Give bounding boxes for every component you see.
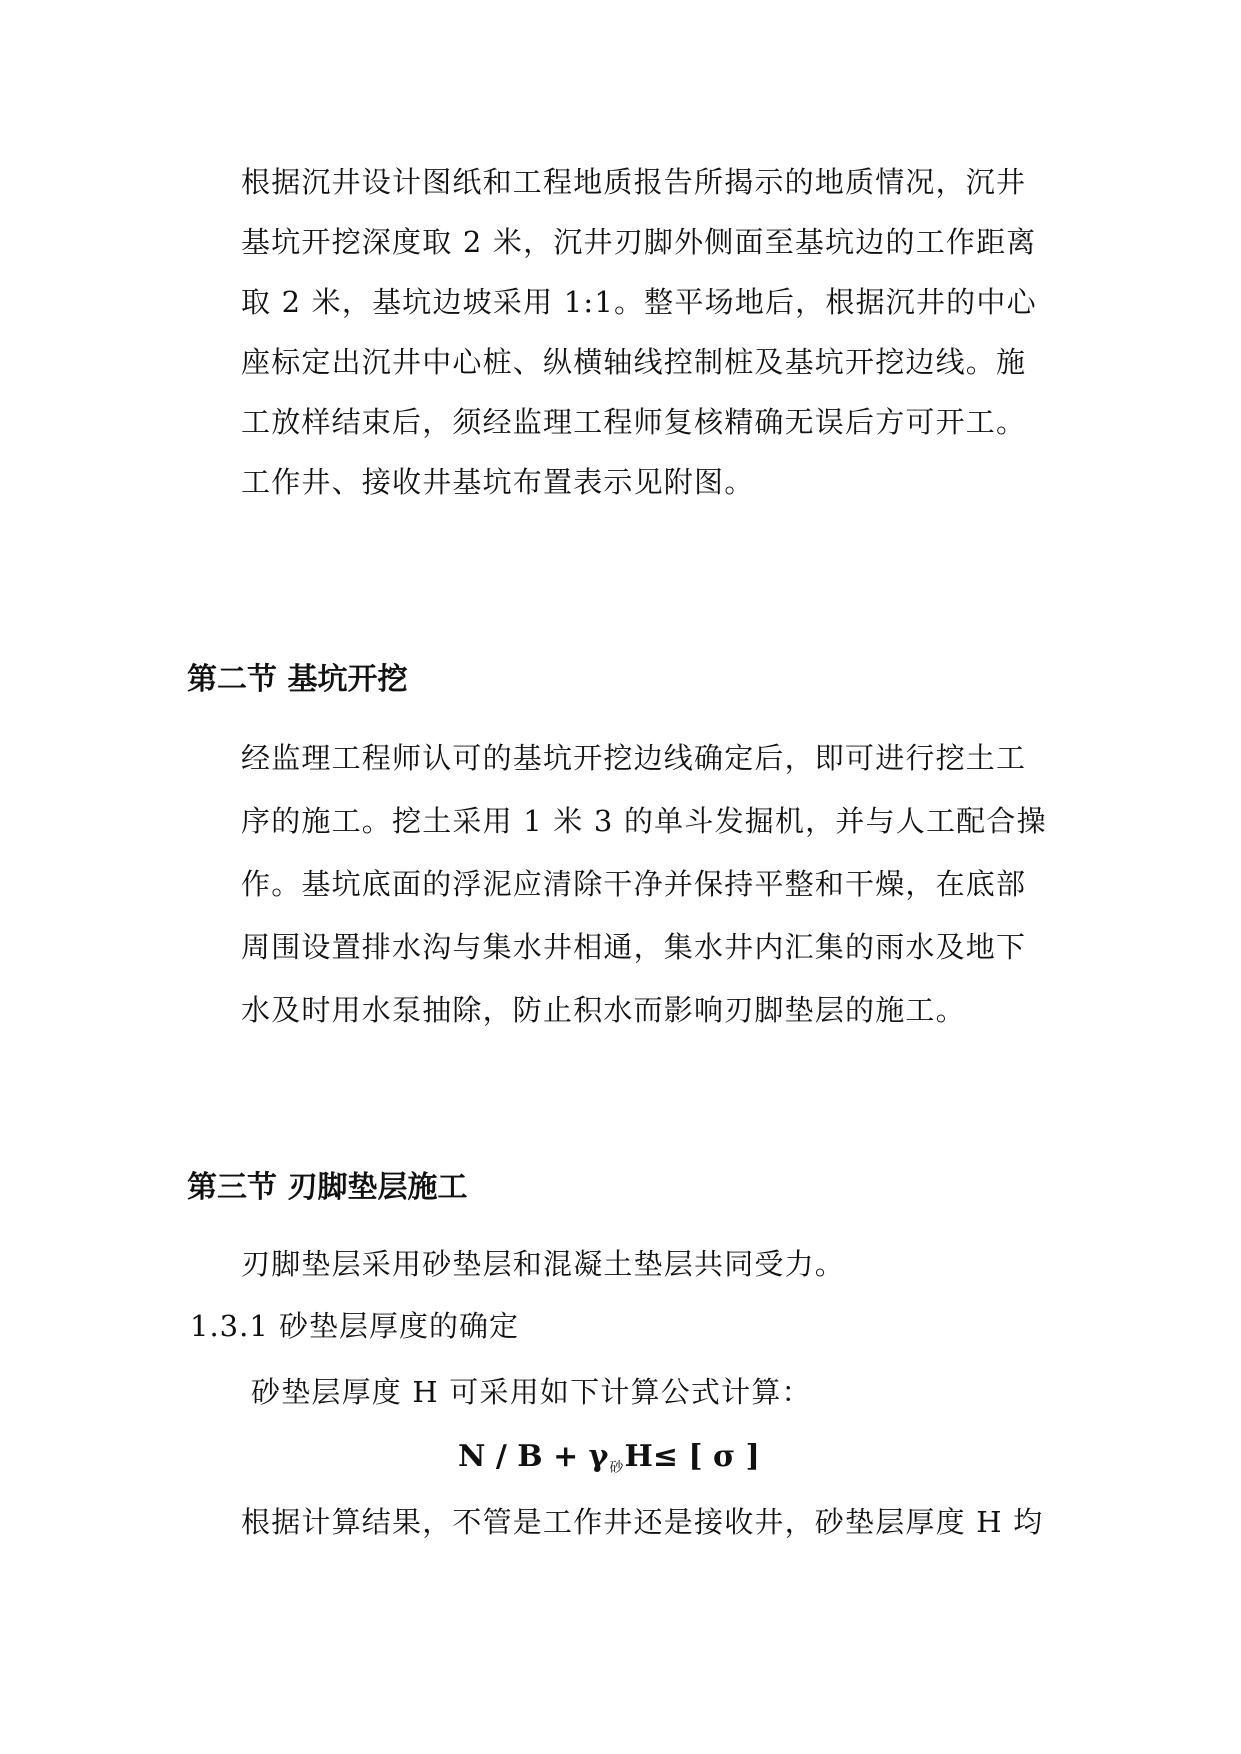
section-heading-cutting-edge-cushion: 第三节 刃脚垫层施工 (187, 1170, 468, 1205)
paragraph-line: 经监理工程师认可的基坑开挖边线确定后，即可进行挖土工 (241, 741, 1027, 775)
paragraph-line: 序的施工。挖土采用 1 米 3 的单斗发掘机，并与人工配合操 (241, 804, 1047, 838)
formula-left: N / B + γ (458, 1439, 609, 1474)
formula-subscript: 砂 (609, 1460, 624, 1476)
section-heading-excavation: 第二节 基坑开挖 (187, 662, 408, 697)
paragraph-line: 水及时用水泵抽除，防止积水而影响刃脚垫层的施工。 (241, 993, 966, 1027)
paragraph-intro: 刃脚垫层采用砂垫层和混凝土垫层共同受力。 (241, 1247, 846, 1281)
paragraph-line: 座标定出沉井中心桩、纵横轴线控制桩及基坑开挖边线。施 (241, 345, 1027, 379)
paragraph-line: 工放样结束后，须经监理工程师复核精确无误后方可开工。 (241, 405, 1027, 439)
paragraph-line: 周围设置排水沟与集水井相通，集水井内汇集的雨水及地下 (241, 930, 1027, 964)
formula-right: H≤ [ σ ] (624, 1439, 760, 1474)
paragraph-line: 根据沉井设计图纸和工程地质报告所揭示的地质情况，沉井 (241, 165, 1027, 199)
formula-intro: 砂垫层厚度 H 可采用如下计算公式计算： (251, 1375, 812, 1409)
paragraph-line: 取 2 米，基坑边坡采用 1:1。整平场地后，根据沉井的中心 (241, 285, 1037, 319)
formula (458, 1437, 760, 1488)
paragraph-line: 基坑开挖深度取 2 米，沉井刃脚外侧面至基坑边的工作距离 (241, 225, 1037, 259)
subsection-title: 1.3.1 砂垫层厚度的确定 (190, 1309, 520, 1343)
paragraph-line: 作。基坑底面的浮泥应清除干净并保持平整和干燥，在底部 (241, 867, 1027, 901)
paragraph-conclusion: 根据计算结果，不管是工作井还是接收井，砂垫层厚度 H 均 (241, 1505, 1044, 1539)
paragraph-line: 工作井、接收井基坑布置表示见附图。 (241, 465, 755, 499)
